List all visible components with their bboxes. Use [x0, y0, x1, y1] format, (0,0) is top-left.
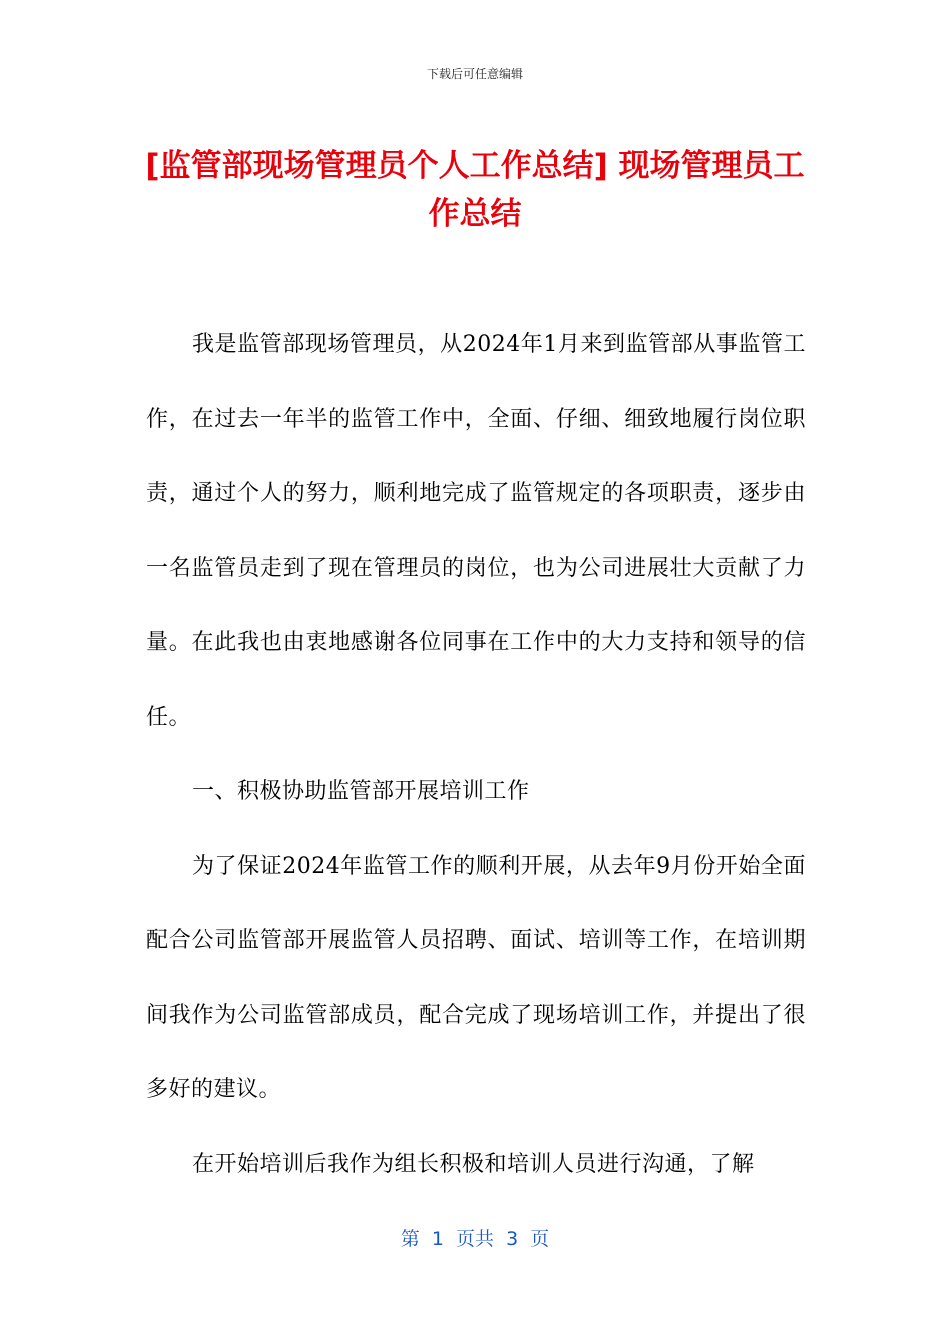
paragraph-continued: 在开始培训后我作为组长积极和培训人员进行沟通，了解	[192, 1151, 755, 1177]
paragraph-training: 为了保证2024年监管工作的顺利开展，从去年9月份开始全面配合公司监管部开展监管人员招聘、面试、培训等工作，在培训期间我作为公司监管部成员，配合完成了现场培训工作，并提出了很多好的建议。	[146, 853, 806, 1102]
document-body	[146, 308, 806, 1202]
paragraph-intro: 我是监管部现场管理员，从2024年1月来到监管部从事监管工作，在过去一年半的监管工作中，全面、仔细、细致地履行岗位职责，通过个人的努力，顺利地完成了监管规定的各项职责，逐步由一名监管员走到了现在管理员的岗位，也为公司进展壮大贡献了力量。在此我也由衷地感谢各位同事在工作中的大力支持和领导的信任。	[146, 332, 806, 730]
page-header-note: 下载后可任意编辑	[426, 67, 523, 81]
section-heading-training: 一、积极协助监管部开展培训工作	[192, 779, 530, 804]
document-title: [监管部现场管理员个人工作总结] 现场管理员工作总结	[145, 148, 805, 232]
page-number-footer: 第 1 页共 3 页	[400, 1228, 550, 1250]
